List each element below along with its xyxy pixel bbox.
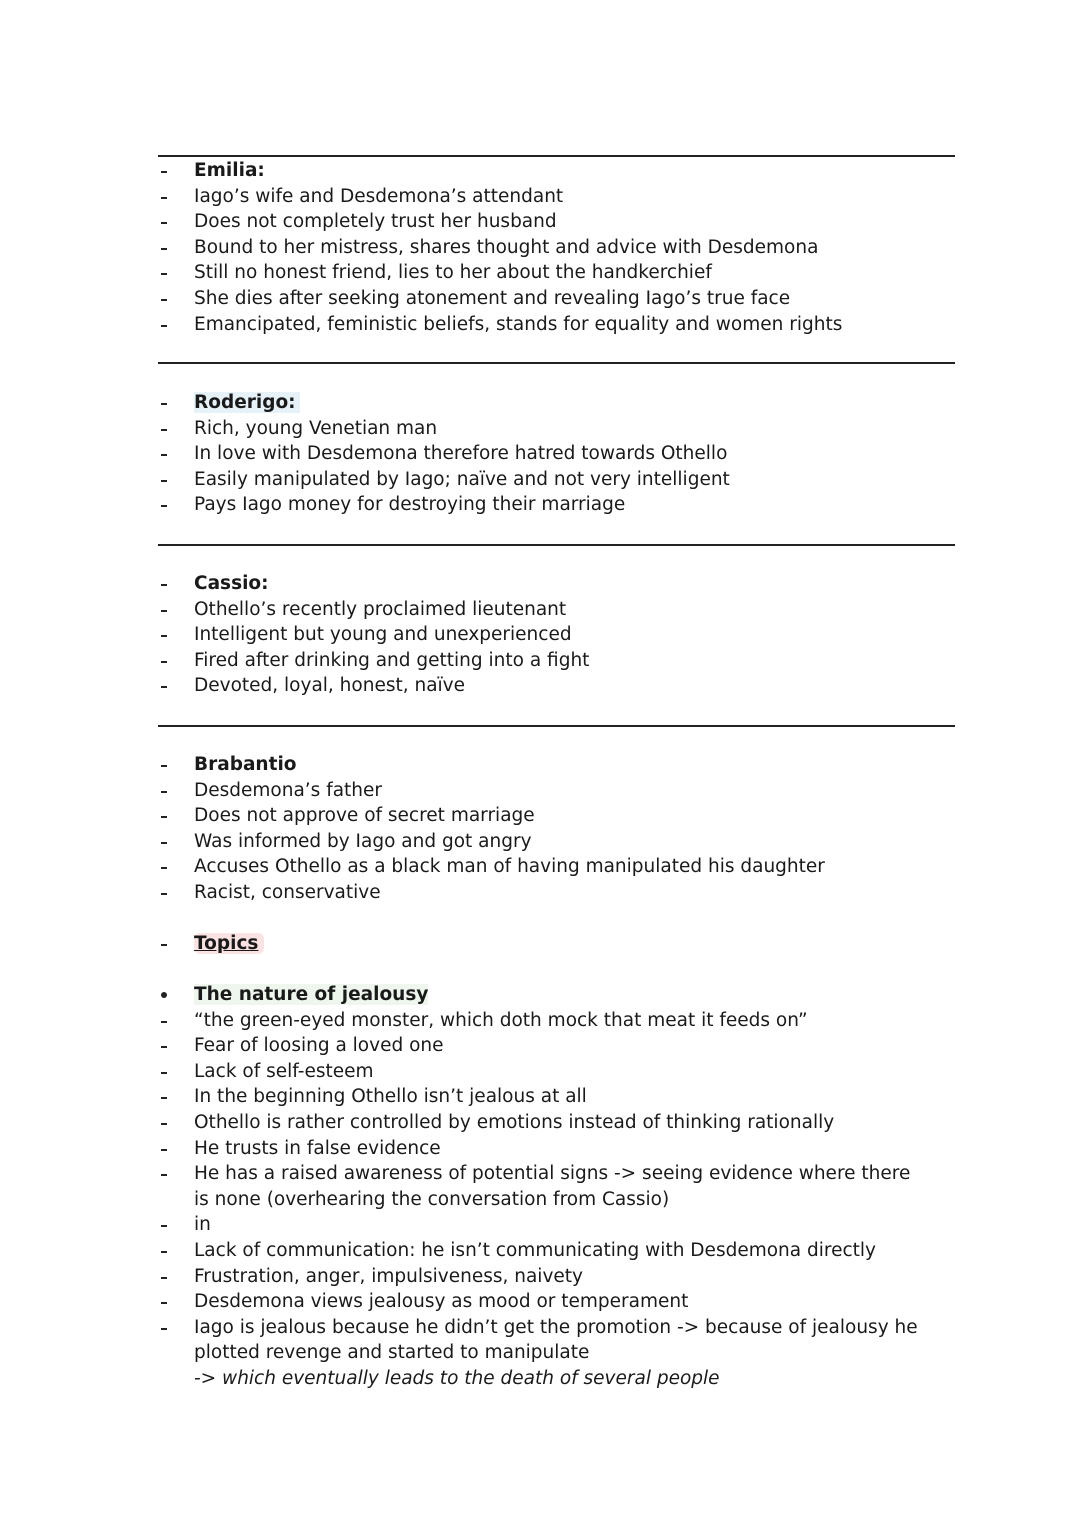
list-item [0, 571, 1080, 597]
list-item: Fear of loosing a loved one [194, 1035, 444, 1057]
list-item: Devoted, loyal, honest, naïve [194, 675, 466, 697]
list-item: Was informed by Iago and got angry [194, 830, 532, 852]
conclusion-line [0, 1366, 1080, 1392]
list-item [0, 982, 1080, 1008]
section-roderigo [0, 390, 1080, 518]
list-item: Does not approve of secret marriage [194, 805, 535, 827]
list-item: Frustration, anger, impulsiveness, naivety [194, 1265, 583, 1287]
list-item: Does not completely trust her husband [194, 211, 557, 233]
list-item: Lack of self-esteem [194, 1060, 374, 1082]
divider-after-emilia [158, 362, 955, 364]
list-item: He has a raised awareness of potential signs -> seeing evidence where there is none (overhearing the conversation from Cassio) [194, 1163, 911, 1210]
list-item: Lack of communication: he isn’t communicating with Desdemona directly [194, 1239, 876, 1261]
list-item [0, 752, 1080, 778]
list-item [0, 931, 1080, 957]
list-item [0, 390, 1080, 416]
section-heading: Cassio: [194, 573, 269, 594]
list-item: Racist, conservative [194, 881, 381, 903]
section-brabantio [0, 752, 1080, 906]
list-item: Desdemona views jealousy as mood or temperament [194, 1291, 689, 1313]
list-item: She dies after seeking atonement and revealing Iago’s true face [194, 287, 791, 309]
list-item [0, 158, 1080, 184]
topics-heading: Topics [194, 933, 264, 954]
list-item: Iago’s wife and Desdemona’s attendant [194, 185, 564, 207]
list-item: Othello’s recently proclaimed lieutenant [194, 598, 567, 620]
section-heading: Emilia: [194, 160, 265, 181]
section-heading: The nature of jealousy [194, 984, 429, 1005]
list-item: Desdemona’s father [194, 779, 383, 801]
divider-after-cassio [158, 725, 955, 727]
list-item: In the beginning Othello isn’t jealous at all [194, 1086, 587, 1108]
list-item: Bound to her mistress, shares thought and advice with Desdemona [194, 236, 819, 258]
list-item: In love with Desdemona therefore hatred towards Othello [194, 443, 728, 465]
list-item: Pays Iago money for destroying their marriage [194, 494, 626, 516]
list-item: Iago is jealous because he didn’t get the promotion -> because of jealousy he plotted revenge and started to manipulate [194, 1316, 918, 1364]
list-item: Fired after drinking and getting into a fight [194, 649, 590, 671]
section-jealousy [0, 982, 1080, 1392]
list-item: Emancipated, feministic beliefs, stands for equality and women rights [194, 313, 843, 335]
list-item [0, 1008, 1080, 1034]
section-emilia [0, 158, 1080, 337]
list-item: He trusts in false evidence [194, 1137, 441, 1159]
section-topics [0, 931, 1080, 957]
section-heading: Brabantio [194, 754, 297, 775]
list-item: Intelligent but young and unexperienced [194, 624, 572, 646]
list-item: Othello is rather controlled by emotions instead of thinking rationally [194, 1111, 835, 1133]
section-cassio [0, 571, 1080, 699]
conclusion-text: -> which eventually leads to the death of several people [194, 1367, 720, 1389]
list-item: Accuses Othello as a black man of having manipulated his daughter [194, 856, 825, 878]
list-item: Rich, young Venetian man [194, 417, 438, 439]
divider-top [158, 155, 955, 157]
section-heading: Roderigo: [194, 392, 300, 413]
list-item: in [194, 1214, 211, 1236]
divider-after-roderigo [158, 544, 955, 546]
list-item: Easily manipulated by Iago; naïve and not very intelligent [194, 468, 730, 490]
list-item: Still no honest friend, lies to her about the handkerchief [194, 262, 712, 284]
quote: “the green-eyed monster, which doth mock that meat it feeds on” [194, 1009, 808, 1031]
